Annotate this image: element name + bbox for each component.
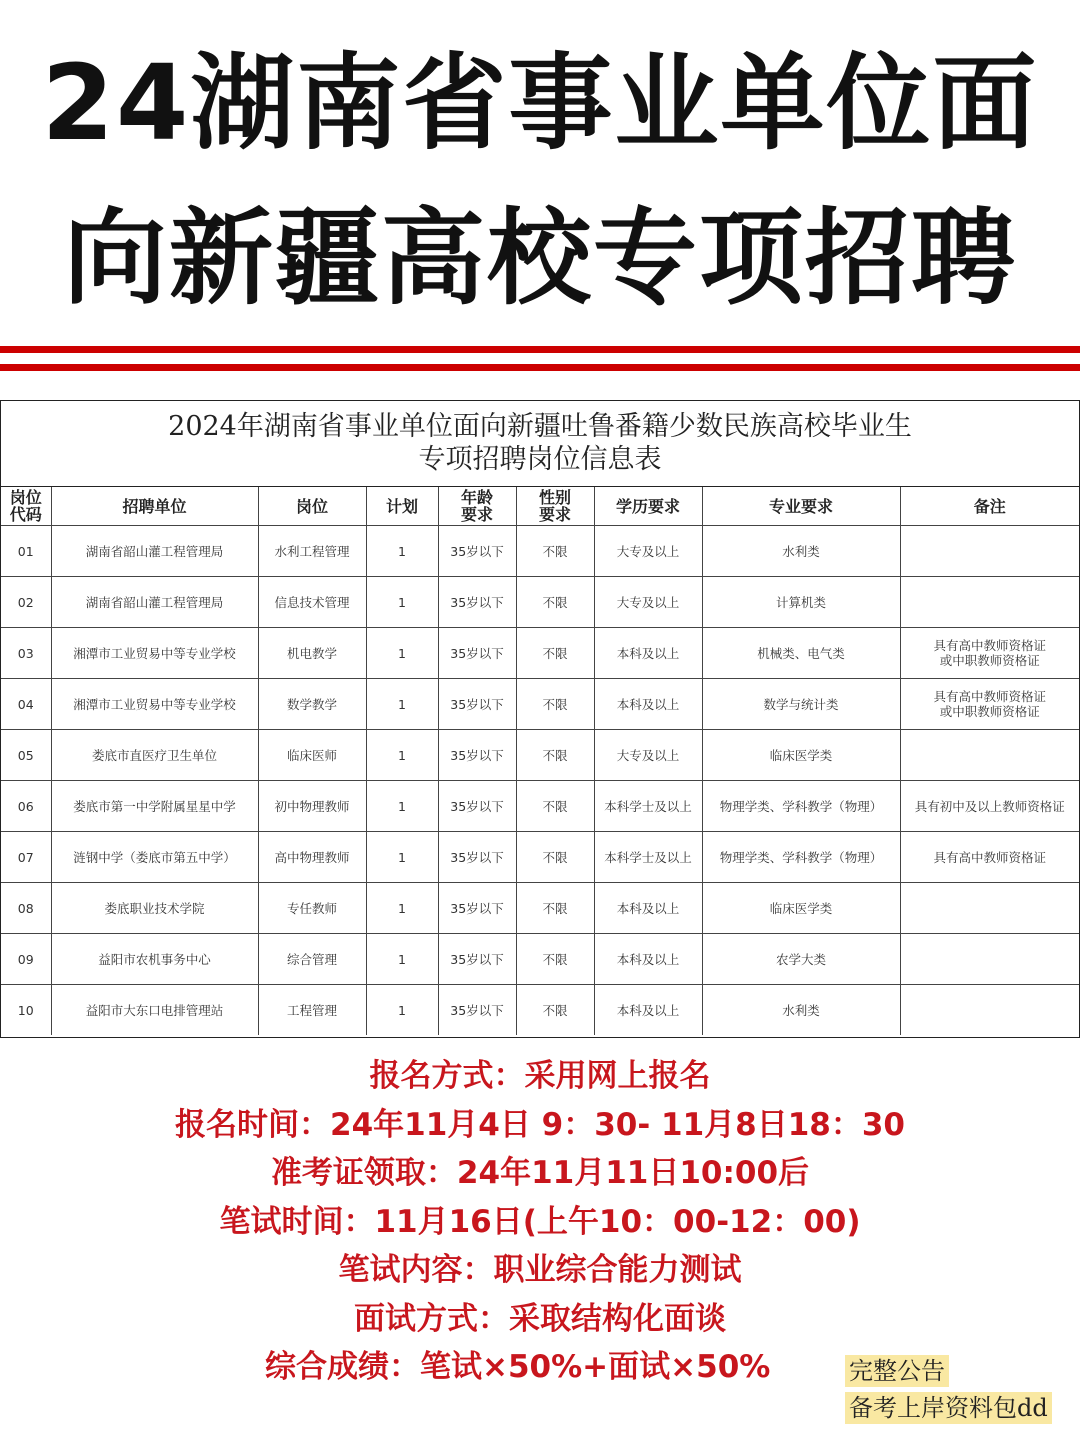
cell-post: 综合管理 bbox=[258, 934, 366, 985]
cell-post: 工程管理 bbox=[258, 985, 366, 1036]
table-title-line-1: 2024年湖南省事业单位面向新疆吐鲁番籍少数民族高校毕业生 bbox=[168, 411, 912, 442]
cell-code: 04 bbox=[1, 679, 51, 730]
cell-note bbox=[900, 985, 1079, 1036]
cell-gender: 不限 bbox=[516, 883, 594, 934]
table-row bbox=[1, 730, 1079, 781]
written-exam-content: 笔试内容：职业综合能力测试 bbox=[338, 1252, 742, 1288]
cell-note: 具有高中教师资格证 或中职教师资格证 bbox=[900, 679, 1079, 730]
cell-note bbox=[900, 934, 1079, 985]
cell-age: 35岁以下 bbox=[438, 832, 516, 883]
cell-age: 35岁以下 bbox=[438, 526, 516, 577]
col-header-post: 岗位 bbox=[258, 487, 366, 526]
table-row bbox=[1, 985, 1079, 1036]
table-row bbox=[1, 781, 1079, 832]
interview-method: 面试方式：采取结构化面谈 bbox=[354, 1300, 726, 1337]
cell-note bbox=[900, 577, 1079, 628]
table-row bbox=[1, 526, 1079, 577]
cell-age: 35岁以下 bbox=[438, 985, 516, 1036]
cell-code: 10 bbox=[1, 985, 51, 1036]
cell-note bbox=[900, 526, 1079, 577]
cell-gender: 不限 bbox=[516, 781, 594, 832]
cell-major: 机械类、电气类 bbox=[702, 628, 900, 679]
cell-unit: 湘潭市工业贸易中等专业学校 bbox=[51, 628, 258, 679]
cell-major: 物理学类、学科教学（物理） bbox=[702, 781, 900, 832]
cell-code: 07 bbox=[1, 832, 51, 883]
table-row bbox=[1, 832, 1079, 883]
cell-education: 本科学士及以上 bbox=[594, 832, 702, 883]
cell-post: 水利工程管理 bbox=[258, 526, 366, 577]
cell-unit: 涟钢中学（娄底市第五中学） bbox=[51, 832, 258, 883]
cell-gender: 不限 bbox=[516, 679, 594, 730]
cell-gender: 不限 bbox=[516, 628, 594, 679]
headline-line-2: 向新疆高校专项招聘 bbox=[62, 197, 1017, 319]
col-header-age: 年龄 要求 bbox=[438, 487, 516, 526]
cell-post: 高中物理教师 bbox=[258, 832, 366, 883]
cell-note: 具有高中教师资格证 或中职教师资格证 bbox=[900, 628, 1079, 679]
table-row bbox=[1, 883, 1079, 934]
cell-post: 数学教学 bbox=[258, 679, 366, 730]
cell-note: 具有高中教师资格证 bbox=[900, 832, 1079, 883]
written-exam-time: 笔试时间：11月16日(上午10：00-12：00) bbox=[219, 1203, 861, 1240]
cell-code: 05 bbox=[1, 730, 51, 781]
cell-note bbox=[900, 730, 1079, 781]
cell-plan: 1 bbox=[366, 781, 438, 832]
cell-major: 临床医学类 bbox=[702, 730, 900, 781]
cell-major: 农学大类 bbox=[702, 934, 900, 985]
cell-plan: 1 bbox=[366, 730, 438, 781]
cell-plan: 1 bbox=[366, 985, 438, 1036]
cell-post: 临床医师 bbox=[258, 730, 366, 781]
table-row bbox=[1, 628, 1079, 679]
cell-code: 02 bbox=[1, 577, 51, 628]
cell-plan: 1 bbox=[366, 526, 438, 577]
red-divider-bottom bbox=[0, 364, 1080, 371]
cell-note bbox=[900, 883, 1079, 934]
materials-sticker[interactable]: 备考上岸资料包dd bbox=[845, 1392, 1052, 1424]
cell-code: 06 bbox=[1, 781, 51, 832]
job-table bbox=[1, 487, 1079, 1035]
table-title-line-2: 专项招聘岗位信息表 bbox=[418, 444, 662, 475]
cell-gender: 不限 bbox=[516, 934, 594, 985]
col-header-education: 学历要求 bbox=[594, 487, 702, 526]
cell-plan: 1 bbox=[366, 628, 438, 679]
signup-method: 报名方式：采用网上报名 bbox=[369, 1058, 711, 1094]
cell-gender: 不限 bbox=[516, 577, 594, 628]
cell-major: 计算机类 bbox=[702, 577, 900, 628]
cell-education: 本科及以上 bbox=[594, 883, 702, 934]
cell-education: 大专及以上 bbox=[594, 526, 702, 577]
cell-unit: 湖南省韶山灌工程管理局 bbox=[51, 526, 258, 577]
cell-unit: 益阳市大东口电排管理站 bbox=[51, 985, 258, 1036]
cell-education: 本科及以上 bbox=[594, 934, 702, 985]
exam-info-block bbox=[0, 1052, 1080, 1392]
table-title bbox=[1, 401, 1079, 487]
cell-education: 本科及以上 bbox=[594, 628, 702, 679]
cell-gender: 不限 bbox=[516, 526, 594, 577]
col-header-plan: 计划 bbox=[366, 487, 438, 526]
cell-code: 08 bbox=[1, 883, 51, 934]
cell-plan: 1 bbox=[366, 832, 438, 883]
cell-education: 本科学士及以上 bbox=[594, 781, 702, 832]
cell-post: 机电教学 bbox=[258, 628, 366, 679]
red-divider-top bbox=[0, 346, 1080, 353]
cell-unit: 湖南省韶山灌工程管理局 bbox=[51, 577, 258, 628]
job-info-table-panel bbox=[0, 400, 1080, 1038]
cell-age: 35岁以下 bbox=[438, 730, 516, 781]
cell-plan: 1 bbox=[366, 577, 438, 628]
cell-unit: 娄底职业技术学院 bbox=[51, 883, 258, 934]
full-notice-sticker[interactable]: 完整公告 bbox=[845, 1355, 949, 1387]
table-row bbox=[1, 934, 1079, 985]
cell-unit: 湘潭市工业贸易中等专业学校 bbox=[51, 679, 258, 730]
cell-unit: 娄底市直医疗卫生单位 bbox=[51, 730, 258, 781]
headline-line-1: 24湖南省事业单位面 bbox=[41, 42, 1039, 164]
cell-gender: 不限 bbox=[516, 985, 594, 1036]
cell-major: 水利类 bbox=[702, 985, 900, 1036]
cell-gender: 不限 bbox=[516, 832, 594, 883]
cell-note: 具有初中及以上教师资格证 bbox=[900, 781, 1079, 832]
cell-age: 35岁以下 bbox=[438, 679, 516, 730]
cell-plan: 1 bbox=[366, 934, 438, 985]
cell-major: 水利类 bbox=[702, 526, 900, 577]
cell-age: 35岁以下 bbox=[438, 577, 516, 628]
cell-post: 信息技术管理 bbox=[258, 577, 366, 628]
admission-ticket: 准考证领取：24年11月11日10:00后 bbox=[270, 1155, 810, 1191]
cell-post: 初中物理教师 bbox=[258, 781, 366, 832]
cell-code: 01 bbox=[1, 526, 51, 577]
cell-unit: 娄底市第一中学附属星星中学 bbox=[51, 781, 258, 832]
cell-age: 35岁以下 bbox=[438, 934, 516, 985]
col-header-major: 专业要求 bbox=[702, 487, 900, 526]
cell-education: 本科及以上 bbox=[594, 985, 702, 1036]
table-header-row bbox=[1, 487, 1079, 526]
cell-age: 35岁以下 bbox=[438, 781, 516, 832]
col-header-unit: 招聘单位 bbox=[51, 487, 258, 526]
cell-education: 大专及以上 bbox=[594, 577, 702, 628]
col-header-note: 备注 bbox=[900, 487, 1079, 526]
cell-plan: 1 bbox=[366, 679, 438, 730]
cell-post: 专任教师 bbox=[258, 883, 366, 934]
cell-code: 03 bbox=[1, 628, 51, 679]
cell-education: 本科及以上 bbox=[594, 679, 702, 730]
col-header-gender: 性别 要求 bbox=[516, 487, 594, 526]
table-row bbox=[1, 577, 1079, 628]
cell-major: 临床医学类 bbox=[702, 883, 900, 934]
cell-major: 数学与统计类 bbox=[702, 679, 900, 730]
cell-age: 35岁以下 bbox=[438, 628, 516, 679]
cell-gender: 不限 bbox=[516, 730, 594, 781]
cell-code: 09 bbox=[1, 934, 51, 985]
cell-education: 大专及以上 bbox=[594, 730, 702, 781]
cell-unit: 益阳市农机事务中心 bbox=[51, 934, 258, 985]
table-row bbox=[1, 679, 1079, 730]
overall-score: 综合成绩：笔试×50%+面试×50% bbox=[265, 1349, 771, 1385]
cell-age: 35岁以下 bbox=[438, 883, 516, 934]
cell-plan: 1 bbox=[366, 883, 438, 934]
signup-time: 报名时间：24年11月4日 9：30- 11月8日18：30 bbox=[175, 1106, 905, 1143]
cell-major: 物理学类、学科教学（物理） bbox=[702, 832, 900, 883]
col-header-code: 岗位 代码 bbox=[1, 487, 51, 526]
